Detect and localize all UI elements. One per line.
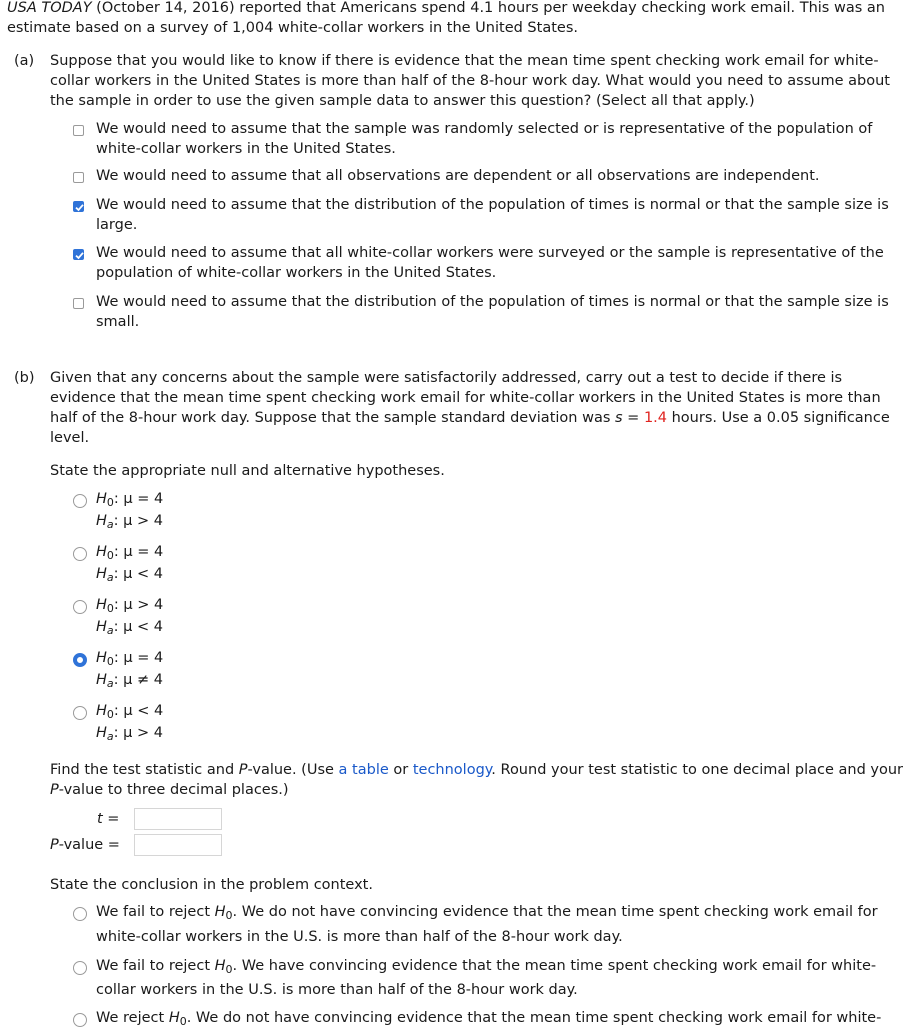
hypothesis-text: : μ < 4: [113, 619, 163, 635]
subscript: a: [106, 571, 114, 584]
conclusion-prompt: State the conclusion in the problem context.: [50, 877, 373, 893]
conclusion-1-line: white-collar workers in the U.S. is more than half of the 8-hour work day.: [96, 929, 623, 945]
part-a-question-line: the sample in order to use the given sample data to answer this question? (Select all that apply.): [50, 93, 755, 109]
hypothesis-3-radio[interactable]: [73, 600, 87, 614]
subscript: 0: [106, 602, 114, 615]
equals: =: [103, 837, 120, 853]
t-label: [97, 809, 119, 829]
source-name: USA TODAY: [7, 0, 92, 16]
hypothesis-text: : μ > 4: [113, 725, 163, 741]
technology-link[interactable]: technology: [412, 762, 492, 778]
text: half of the 8-hour work day. Suppose that the sample standard deviation was: [50, 410, 615, 426]
hypothesis-1-radio[interactable]: [73, 494, 87, 508]
hypothesis-2-h0: [96, 542, 163, 566]
part-a-question-line: collar workers in the United States is more than half of the 8-hour work day. What would you need to assume about: [50, 73, 890, 89]
h-symbol: H: [96, 491, 107, 507]
intro-line-1: [7, 0, 885, 18]
conclusion-2-line: [96, 956, 876, 980]
hypothesis-5-h0: [96, 701, 163, 725]
h-symbol: H: [96, 672, 107, 688]
subscript: a: [106, 518, 114, 531]
hypothesis-text: : μ = 4: [113, 650, 164, 666]
option-a4-line: population of white-collar workers in the United States.: [96, 265, 497, 281]
option-a1-line: white-collar workers in the United States.: [96, 141, 396, 157]
subscript: 0: [106, 496, 114, 509]
h-symbol: H: [96, 650, 107, 666]
option-a2-checkbox[interactable]: [73, 172, 84, 183]
hypothesis-2-ha: [96, 564, 163, 588]
part-b-question-line: evidence that the mean time spent checking work email for white-collar workers in the United States is more than: [50, 390, 881, 406]
h-symbol: H: [214, 958, 226, 974]
conclusion-1-radio[interactable]: [73, 907, 87, 921]
p-value-input[interactable]: [134, 834, 222, 856]
subscript: 0: [225, 909, 233, 922]
text: or: [388, 762, 413, 778]
hypothesis-1-h0: [96, 489, 163, 513]
part-a-label: (a): [14, 53, 35, 69]
t-statistic-input[interactable]: [134, 808, 222, 830]
text: Find the test statistic and: [50, 762, 239, 778]
text: -value: [58, 837, 104, 853]
h-symbol: H: [214, 904, 226, 920]
part-b-question-line: level.: [50, 430, 90, 446]
checkmark-icon: [74, 202, 85, 213]
option-a3-checkbox[interactable]: [73, 201, 84, 212]
option-a5-line: We would need to assume that the distribution of the population of times is normal or that the sample size is: [96, 294, 889, 310]
part-a-question-line: Suppose that you would like to know if there is evidence that the mean time spent checking work email for white-: [50, 53, 879, 69]
hypotheses-prompt: State the appropriate null and alternative hypotheses.: [50, 463, 445, 479]
hypothesis-text: : μ = 4: [113, 544, 164, 560]
h-symbol: H: [96, 703, 107, 719]
option-a3-line: We would need to assume that the distribution of the population of times is normal or that the sample size is: [96, 197, 889, 213]
hypothesis-4-radio[interactable]: [73, 653, 87, 667]
subscript: a: [106, 677, 114, 690]
conclusion-3-radio[interactable]: [73, 1013, 87, 1027]
part-b-label: (b): [14, 370, 35, 386]
option-a2-line: We would need to assume that all observations are dependent or all observations are independent.: [96, 168, 820, 184]
text: -value. (Use: [247, 762, 339, 778]
subscript: 0: [106, 655, 114, 668]
text: We fail to reject: [96, 958, 215, 974]
hypothesis-1-ha: [96, 511, 163, 535]
subscript: a: [106, 624, 114, 637]
subscript: 0: [179, 1015, 187, 1028]
text: . We do not have convincing evidence that the mean time spent checking work email for: [232, 904, 878, 920]
h-symbol: H: [96, 544, 107, 560]
option-a5-checkbox[interactable]: [73, 298, 84, 309]
conclusion-3-line: [96, 1008, 881, 1032]
option-a3-line: large.: [96, 217, 138, 233]
table-link[interactable]: a table: [338, 762, 389, 778]
part-b-question-line: Given that any concerns about the sample were satisfactorily addressed, carry out a test to decide if there is: [50, 370, 843, 386]
conclusion-1-line: [96, 902, 878, 926]
hypothesis-text: : μ < 4: [113, 566, 163, 582]
subscript: 0: [225, 963, 233, 976]
text: =: [622, 410, 644, 426]
h-symbol: H: [96, 619, 107, 635]
p-symbol: P: [238, 762, 248, 778]
hypothesis-2-radio[interactable]: [73, 547, 87, 561]
intro-line-2: estimate based on a survey of 1,004 white-collar workers in the United States.: [7, 20, 578, 36]
text: . We have convincing evidence that the mean time spent checking work email for white-: [232, 958, 877, 974]
hypothesis-5-ha: [96, 723, 163, 747]
p-value-label: [50, 835, 120, 855]
s-symbol: s: [615, 410, 623, 426]
find-instructions-line: [50, 760, 903, 780]
option-a5-line: small.: [96, 314, 140, 330]
conclusion-2-line: collar workers in the U.S. is more than half of the 8-hour work day.: [96, 982, 578, 998]
hypothesis-text: : μ ≠ 4: [113, 672, 163, 688]
p-symbol: P: [50, 837, 59, 853]
hypothesis-3-ha: [96, 617, 163, 641]
intro-text: (October 14, 2016) reported that Americans spend 4.1 hours per weekday checking work email. This was an: [91, 0, 885, 16]
equals: =: [102, 811, 120, 827]
h-symbol: H: [168, 1010, 180, 1026]
t-symbol: t: [97, 811, 103, 827]
hypothesis-text: : μ < 4: [113, 703, 164, 719]
text: . We do not have convincing evidence that the mean time spent checking work email for white-: [186, 1010, 882, 1026]
text: -value to three decimal places.): [58, 782, 289, 798]
s-value: 1.4: [643, 410, 667, 426]
hypothesis-text: : μ > 4: [113, 597, 164, 613]
subscript: 0: [106, 708, 114, 721]
text: hours. Use a 0.05 significance: [667, 410, 890, 426]
option-a1-line: We would need to assume that the sample was randomly selected or is representative of the population of: [96, 121, 873, 137]
h-symbol: H: [96, 725, 107, 741]
part-b-question-line: [50, 408, 890, 428]
hypothesis-4-ha: [96, 670, 163, 694]
hypothesis-3-h0: [96, 595, 163, 619]
checkmark-icon: [74, 250, 85, 261]
h-symbol: H: [96, 566, 107, 582]
h-symbol: H: [96, 597, 107, 613]
text: . Round your test statistic to one decimal place and your: [491, 762, 904, 778]
text: We reject: [96, 1010, 169, 1026]
option-a4-line: We would need to assume that all white-collar workers were surveyed or the sample is representative of the: [96, 245, 884, 261]
option-a4-checkbox[interactable]: [73, 249, 84, 260]
subscript: 0: [106, 549, 114, 562]
hypothesis-5-radio[interactable]: [73, 706, 87, 720]
find-instructions-line: [50, 780, 289, 800]
hypothesis-text: : μ = 4: [113, 491, 164, 507]
option-a1-checkbox[interactable]: [73, 125, 84, 136]
hypothesis-4-h0: [96, 648, 163, 672]
text: We fail to reject: [96, 904, 215, 920]
hypothesis-text: : μ > 4: [113, 513, 163, 529]
h-symbol: H: [96, 513, 107, 529]
conclusion-2-radio[interactable]: [73, 961, 87, 975]
p-symbol: P: [50, 782, 59, 798]
subscript: a: [106, 730, 114, 743]
